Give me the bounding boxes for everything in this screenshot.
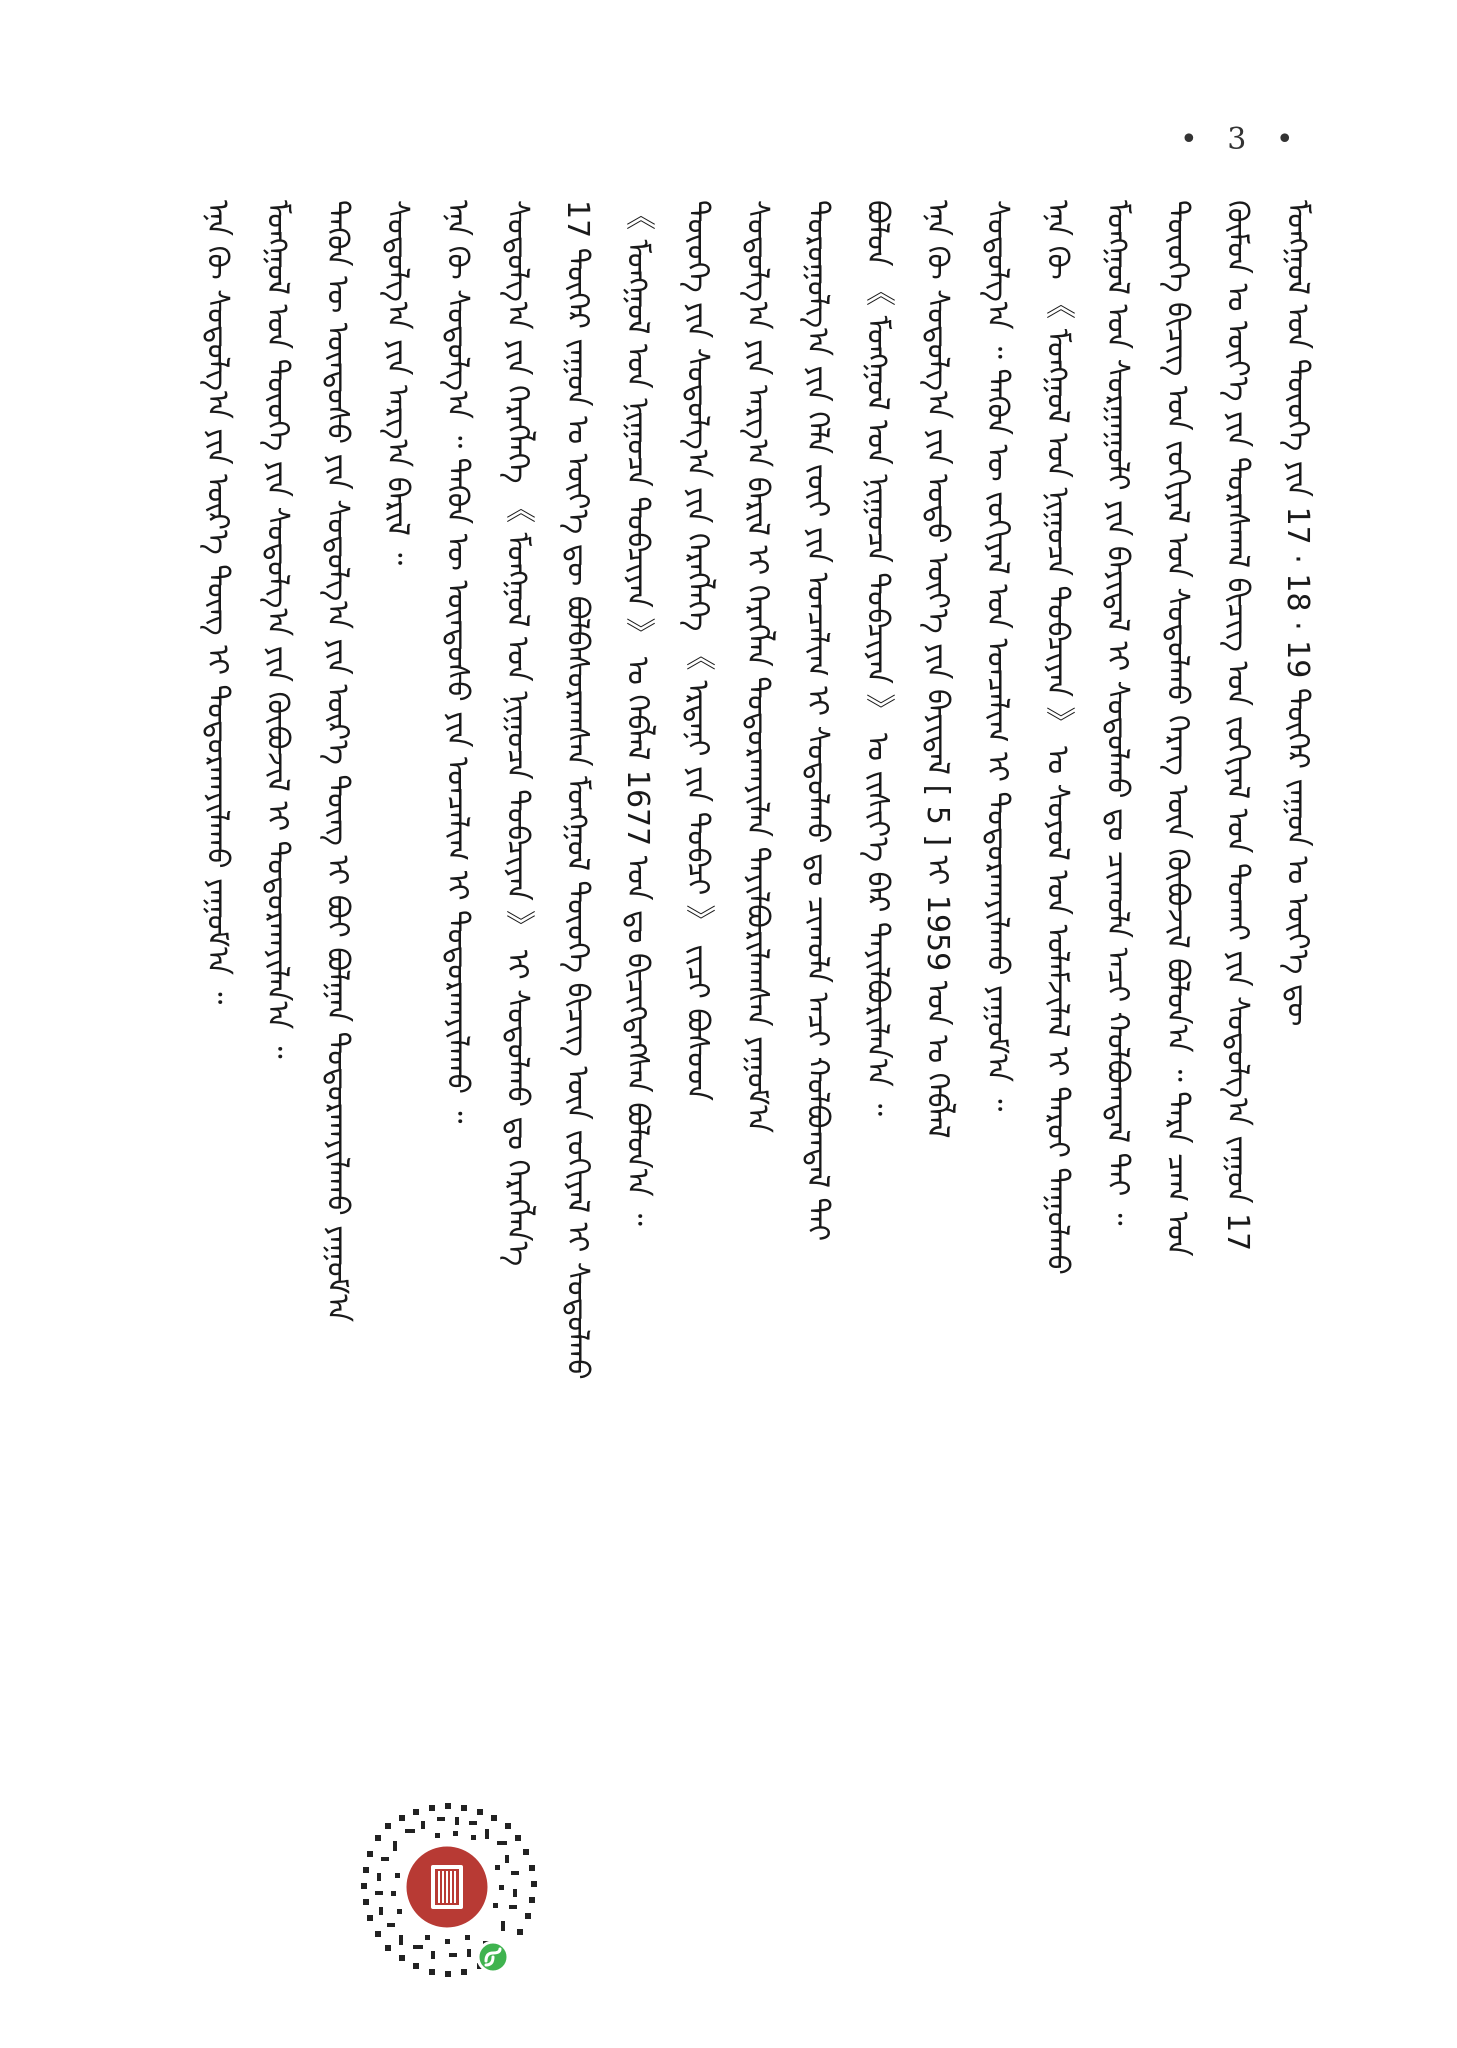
- text-column: ᠲᠦᠦᠬᠡ ᠪᠢᠴᠢᠭ ᠤᠨ ᠵᠣᠬᠢᠶᠠᠯ ᠤᠨ ᠰᠤᠳᠤᠯᠬᠤ ᠬᠡᠷᠡᠭ ᠦᠨ ᠬᠦᠪᠦᠵᠢᠯ ᠪᠣᠯᠤᠨ᠎ᠠ ᠃ ᠲᠡᠷᠡ ᠴᠠᠭ ᠤᠨ: [1160, 200, 1195, 1257]
- text-column: ᠰᠤᠳᠤᠯᠭ᠎ᠠ ᠶᠢᠨ ᠬᠡᠷᠡᠭᠯᠡᠭᠡ 《 ᠮᠣᠩᠭᠣᠯ ᠤᠨ ᠨᠢᠭᠤᠴᠠ ᠲᠣᠪᠴᠢᠶᠠᠨ 》 ᠢ ᠰᠤᠳᠤᠯᠬᠤ ᠳᠤ ᠬᠡᠷᠡᠭᠯᠡᠨ᠎ᠡ: [500, 200, 535, 1267]
- page-number: • 3 •: [1180, 122, 1304, 157]
- qr-code-graphic: [355, 1795, 545, 1985]
- mongolian-text-block: [190, 200, 1320, 1920]
- text-column: ᠲᠦᠦᠬᠡ ᠶᠢᠨ ᠰᠤᠳᠤᠯᠭ᠎ᠠ ᠶᠢᠨ ᠬᠡᠷᠡᠭᠯᠡᠭᠡ 《 ᠡᠷᠳᠡᠨᠢ ᠶᠢᠨ ᠲᠣᠪᠴᠢ 》 ᠵᠢᠴᠢ ᠪᠤᠰᠤᠳ: [680, 200, 715, 1101]
- text-column: ᠮᠣᠩᠭᠣᠯ ᠤᠨ ᠲᠦᠦᠬᠡ ᠶᠢᠨ 17 · 18 · 19 ᠳᠦᠭᠡᠷ ᠵᠠᠭᠤᠨ ᠤ ᠦᠶ᠎ᠡ ᠳᠦ: [1280, 200, 1315, 1027]
- text-column: ᠮᠣᠩᠭᠣᠯ ᠤᠨ ᠰᠤᠷᠭᠠᠭᠤᠯᠢ ᠶᠢᠨ ᠪᠠᠶᠢᠳᠠᠯ ᠢ ᠰᠤᠳᠤᠯᠬᠤ ᠳᠤ ᠴᠢᠬᠤᠯᠠ ᠠᠴᠢ ᠬᠣᠯᠪᠣᠭᠳᠠᠯ ᠲᠠᠢ ᠃: [1100, 200, 1135, 1226]
- text-column: ᠡᠨᠡ ᠬᠦ ᠰᠤᠳᠤᠯᠭ᠎ᠠ ᠶᠢᠨ ᠣᠳᠣ ᠦᠶ᠎ᠡ ᠶᠢᠨ ᠪᠠᠶᠢᠳᠠᠯ [ 5 ] ᠢ 1959 ᠣᠨ ᠤ ᠬᠡᠪᠯᠡᠯ: [920, 200, 955, 1139]
- text-column: ᠳᠣᠷᠤᠭᠤᠯᠭ᠎ᠠ ᠶᠢᠨ ᠬᠡᠯᠡ ᠵᠦᠢ ᠶᠢᠨ ᠣᠨᠴᠠᠯᠢᠭ ᠢ ᠰᠤᠳᠤᠯᠬᠤ ᠳᠤ ᠴᠢᠬᠤᠯᠠ ᠠᠴᠢ ᠬᠣᠯᠪᠣᠭᠳᠠᠯ ᠲᠠᠢ: [800, 200, 835, 1242]
- text-column: ᠡᠨᠡ ᠬᠦ ᠰᠤᠳᠤᠯᠭ᠎ᠠ ᠃ ᠲᠡᠭᠦᠨ ᠦ ᠦᠨᠳᠦᠰᠦ ᠶᠢᠨ ᠣᠨᠴᠠᠯᠢᠭ ᠢ ᠲᠣᠳᠣᠷᠬᠠᠶᠢᠯᠠᠬᠤ ᠃: [440, 200, 475, 1124]
- text-column: ᠰᠤᠳᠤᠯᠭ᠎ᠠ ᠃ ᠲᠡᠭᠦᠨ ᠦ ᠵᠣᠬᠢᠶᠠᠯ ᠤᠨ ᠣᠨᠴᠠᠯᠢᠭ ᠢ ᠲᠣᠳᠣᠷᠬᠠᠶᠢᠯᠠᠬᠤ ᠶᠠᠭᠤᠮ᠎ᠠ ᠃: [980, 200, 1015, 1112]
- qr-code[interactable]: [355, 1795, 545, 1985]
- text-column: ᠡᠨᠡ ᠬᠦ ᠰᠤᠳᠤᠯᠭ᠎ᠠ ᠶᠢᠨ ᠦᠷ᠎ᠡ ᠳᠦᠩ ᠢ ᠲᠣᠳᠣᠷᠬᠠᠶᠢᠯᠠᠬᠤ ᠶᠠᠭᠤᠮ᠎ᠠ ᠃: [200, 200, 235, 1005]
- wechat-mini-program-icon: [478, 1942, 508, 1972]
- text-column: ᠡᠨᠡ ᠬᠦ 《 ᠮᠣᠩᠭᠣᠯ ᠤᠨ ᠨᠢᠭᠤᠴᠠ ᠲᠣᠪᠴᠢᠶᠠᠨ 》 ᠤ ᠰᠣᠶᠣᠯ ᠤᠨ ᠤᠯᠠᠮᠵᠢᠯᠠᠯ ᠢ ᠳᠠᠷᠤᠢ ᠲᠠᠭᠤᠯᠬᠤ: [1040, 200, 1075, 1275]
- text-column: ᠮᠣᠩᠭᠣᠯ ᠤᠨ ᠲᠦᠦᠬᠡ ᠶᠢᠨ ᠰᠤᠳᠤᠯᠭ᠎ᠠ ᠶᠢᠨ ᠬᠦᠪᠦᠵᠢᠯ ᠢ ᠲᠣᠳᠣᠷᠬᠠᠶᠢᠯᠠᠨ᠎ᠠ ᠃: [260, 200, 295, 1059]
- text-column: 《 ᠮᠣᠩᠭᠣᠯ ᠤᠨ ᠨᠢᠭᠤᠴᠠ ᠲᠣᠪᠴᠢᠶᠠᠨ 》 ᠤ ᠬᠡᠪᠯᠡᠯ 1677 ᠣᠨ ᠳᠤ ᠪᠢᠴᠢᠭᠳᠡᠭᠰᠡᠨ ᠪᠣᠯᠤᠨ᠎ᠠ ᠃: [620, 200, 655, 1226]
- text-column: ᠰᠤᠳᠤᠯᠭ᠎ᠠ ᠶᠢᠨ ᠠᠷᠭ᠎ᠠ ᠪᠠᠷᠢᠯ ᠢ ᠬᠡᠷᠡᠭᠯᠡᠨ ᠲᠣᠳᠣᠷᠬᠠᠶᠢᠯᠠᠨ ᠲᠠᠶᠢᠯᠪᠤᠷᠢᠯᠠᠭᠰᠠᠨ ᠶᠠᠭᠤᠮ᠎ᠠ: [740, 200, 775, 1133]
- text-column: ᠪᠣᠯᠤᠨ 《 ᠮᠣᠩᠭᠣᠯ ᠤᠨ ᠨᠢᠭᠤᠴᠠ ᠲᠣᠪᠴᠢᠶᠠᠨ 》 ᠤ ᠵᠢᠱᠢᠶ᠎ᠡ ᠪᠡᠷ ᠲᠠᠶᠢᠯᠪᠤᠷᠢᠯᠠᠨ᠎ᠠ ᠃: [860, 200, 895, 1116]
- text-column: ᠰᠤᠳᠤᠯᠭ᠎ᠠ ᠶᠢᠨ ᠠᠷᠭ᠎ᠠ ᠪᠠᠷᠢᠯ ᠃: [380, 200, 415, 566]
- text-column: 17 ᠳᠦᠭᠡᠷ ᠵᠠᠭᠤᠨ ᠤ ᠦᠶ᠎ᠡ ᠳᠦ ᠪᠣᠯᠪᠠᠰᠤᠷᠠᠭᠰᠠᠨ ᠮᠣᠩᠭᠣᠯ ᠲᠦᠦᠬᠡ ᠪᠢᠴᠢᠭ ᠦᠨ ᠵᠣᠬᠢᠶᠠᠯ ᠢ ᠰᠤᠳᠤᠯᠬᠤ: [560, 200, 595, 1380]
- book-icon: [431, 1865, 463, 1909]
- text-column: ᠲᠡᠭᠦᠨ ᠦ ᠦᠨᠳᠦᠰᠦ ᠶᠢᠨ ᠰᠤᠳᠤᠯᠭ᠎ᠠ ᠶᠢᠨ ᠦᠷ᠎ᠡ ᠳᠦᠩ ᠢ ᠪᠤᠶ ᠪᠣᠯᠭᠠᠨ ᠲᠣᠳᠣᠷᠬᠠᠶᠢᠯᠠᠬᠤ ᠶᠠᠭᠤᠮ᠎ᠠ: [320, 200, 355, 1323]
- text-column: ᠬᠦᠮᠦᠨ ᠤ ᠦᠶ᠎ᠡ ᠶᠢᠨ ᠳᠤᠷᠠᠰᠬᠠᠯ ᠪᠢᠴᠢᠭ ᠤᠨ ᠵᠣᠬᠢᠶᠠᠯ ᠤᠨ ᠲᠤᠬᠠᠢ ᠶᠢᠨ ᠰᠤᠳᠤᠯᠭ᠎ᠠ ᠵᠠᠭᠤᠨ 17: [1220, 200, 1255, 1252]
